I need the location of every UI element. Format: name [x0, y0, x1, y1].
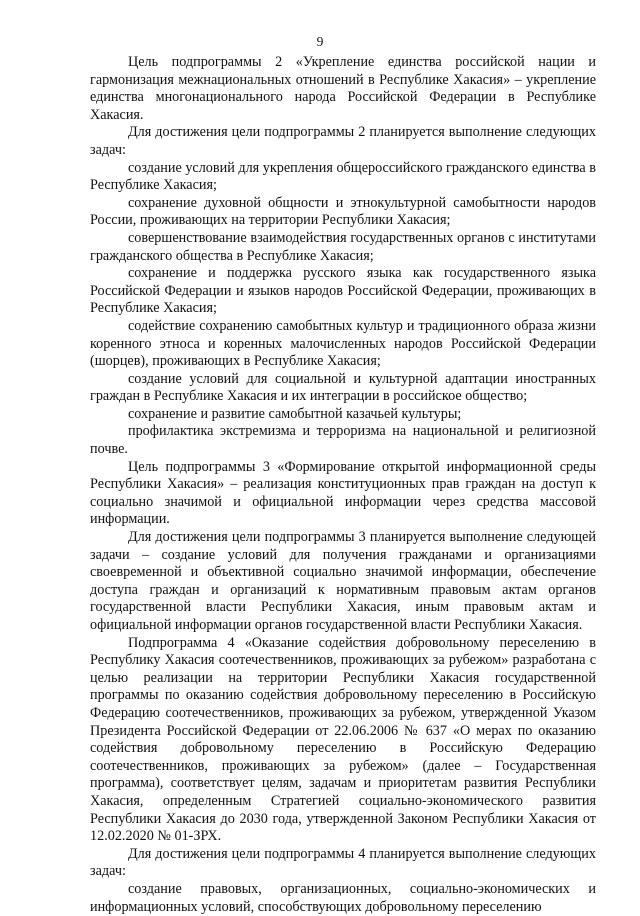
page-number: 9: [316, 34, 324, 49]
task-item: сохранение и поддержка русского языка как государственного языка Российской Федерации и языков народов Российской Федерации, проживающих в Республике Хакасия;: [90, 265, 596, 317]
task-item: сохранение духовной общности и этнокультурной самобытности народов России, проживающих на территории Республики Хакасия;: [90, 194, 596, 229]
paragraph-tasks-intro-4: Для достижения цели подпрограммы 4 планируется выполнение следующих задач:: [90, 845, 596, 880]
paragraph-tasks-intro-2: Для достижения цели подпрограммы 2 планируется выполнение следующих задач:: [90, 124, 596, 158]
paragraph-subprogram-4: Подпрограмма 4 «Оказание содействия добровольному переселению в Республику Хакасия соотечественников, проживающих за рубежом» разработана с целью реализации на территории Республики Хакасия государственной программы по оказанию содействия добровольному переселению в Российскую Федерацию соотечественников, проживающих за рубежом, утвержденной Указом Президента Российской Федерации от 22.06.2006 № 637 «О мерах по оказанию содействия добровольному переселению в Российскую Федерацию соотечественников, проживающих за рубежом» (далее – Государственная программа), соответствует целям, задачам и приоритетам развития Республики Хакасия, определенным Стратегией социально-экономического развития Республики Хакасия до 2030 года, утвержденной Законом Республики Хакасия от 12.02.2020 № 01-ЗРХ.: [90, 634, 596, 845]
task-item: профилактика экстремизма и терроризма на национальной и религиозной почве.: [90, 423, 596, 458]
task-item: создание правовых, организационных, социально-экономических и информационных условий, способствующих добровольному переселению: [90, 880, 596, 915]
paragraph-task-subprogram-3: Для достижения цели подпрограммы 3 планируется выполнение следующей задачи – создание условий для получения гражданами и организациями своевременной и объективной социально значимой информации, обеспечение доступа граждан и организаций к нормативным правовым актам органов государственной власти Республики Хакасия, иным правовым актам и официальной информации органов государственной власти Республики Хакасия.: [90, 529, 596, 633]
task-item: сохранение и развитие самобытной казачьей культуры;: [128, 405, 462, 422]
paragraph-goal-subprogram-2: Цель подпрограммы 2 «Укрепление единства российской нации и гармонизация межнациональных отношений в Республике Хакасия» – укрепление единства многонационального народа Российской Федерации в Республике Хакасия.: [90, 54, 596, 123]
paragraph-goal-subprogram-3: Цель подпрограммы 3 «Формирование открытой информационной среды Республики Хакасия» – реализация конституционных прав граждан на доступ к социально значимой и официальной информации через средства массовой информации.: [90, 458, 596, 528]
task-item: создание условий для укрепления общероссийского гражданского единства в Республике Хакасия;: [90, 159, 596, 194]
task-item: содействие сохранению самобытных культур и традиционного образа жизни коренного этноса и коренных малочисленных народов Российской Федерации (шорцев), проживающих в Республике Хакасия;: [90, 317, 596, 370]
document-body: [90, 54, 596, 916]
task-item: совершенствование взаимодействия государственных органов с институтами гражданского общества в Республике Хакасия;: [90, 229, 596, 264]
task-item: создание условий для социальной и культурной адаптации иностранных граждан в Республике Хакасия и их интеграции в российское общество;: [90, 370, 596, 405]
